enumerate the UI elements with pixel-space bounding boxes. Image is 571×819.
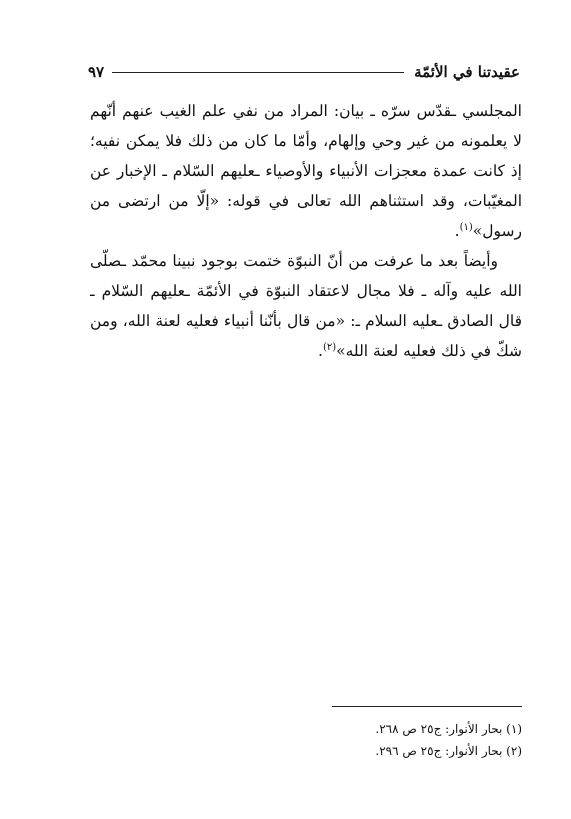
paragraph-2-text: وأيضاً بعد ما عرفت من أنّ النبوّة ختمت بوجود نبينا محمّد ـصلّى الله عليه وآله ـ فلا مجال لاعتقاد النبوّة في الأئمّة ـعليهم السّلام ـ قال الصادق ـعليه السلام ـ: «من قال بأنّنا أنبياء فعليه لعنة الله، ومن شكّ في ذلك فعليه لعنة الله» [90,252,522,360]
footnote-ref-1: (١) [459,222,473,233]
header-rule [112,72,404,73]
page-number: ٩٧ [88,63,105,81]
paragraph-1-text: المجلسي ـقدّس سرّه ـ بيان: المراد من نفي علم الغيب عنهم أنّهم لا يعلمونه من غير وحي وإلهام، وأمّا ما كان من ذلك فلا يمكن نفيه؛ إذ كانت عمدة معجزات الأنبياء والأوصياء ـعليهم السّلام ـ الإخبار عن المغيّبات، وقد استثناهم الله تعالى في قوله: «إلّا من ارتضى من رسول» [90,102,522,240]
footnote-2: (٢) بحار الأنوار: ج٢٥ ص ٢٩٦. [375,744,522,758]
body-text [90,96,522,366]
paragraph-1 [90,96,522,246]
footnote-1: (١) بحار الأنوار: ج٢٥ ص ٢٦٨. [375,722,522,736]
footnote-ref-2: (٢) [322,342,337,353]
page-header [88,62,520,82]
footnote-separator [332,706,522,707]
paragraph-1-tail: . [454,222,460,240]
running-title: عقيدتنا في الأئمّة [414,63,520,81]
footnotes [90,718,522,762]
paragraph-2-tail: . [318,342,323,360]
paragraph-2 [90,246,522,366]
